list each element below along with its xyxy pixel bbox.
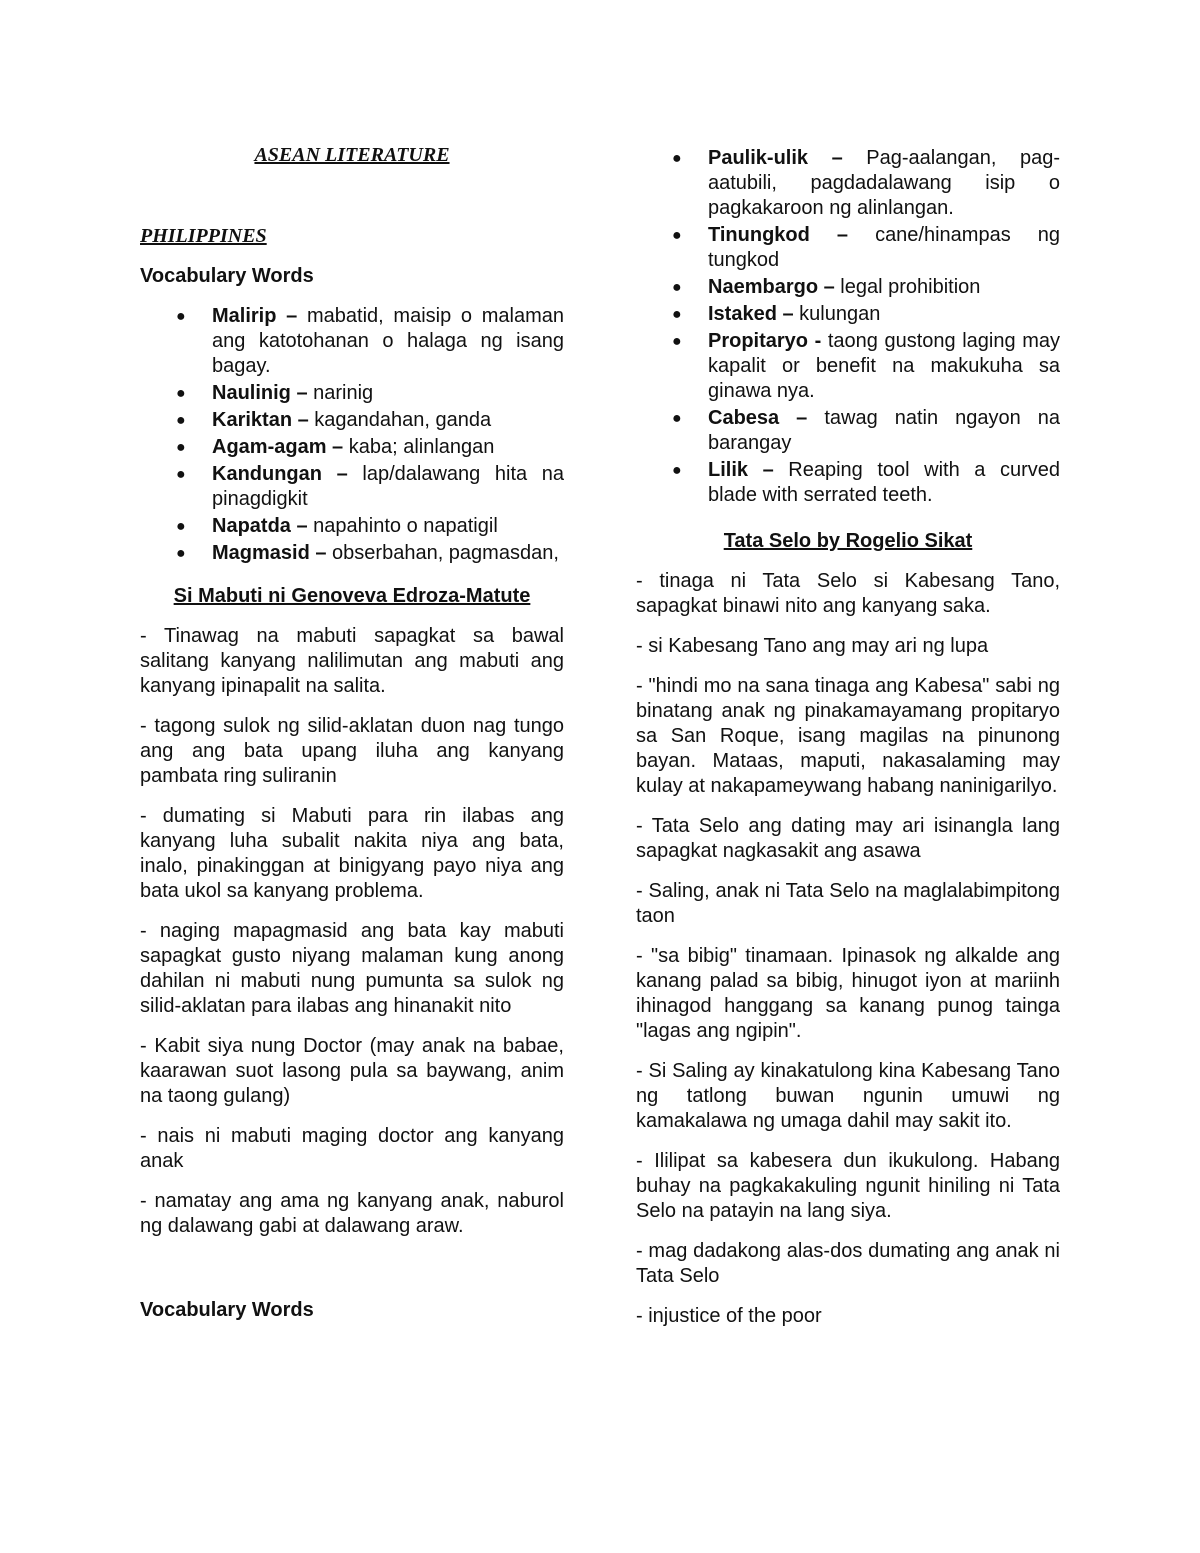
vocabulary-term: Istaked – [708,303,794,325]
vocabulary-definition: kulungan [799,303,881,325]
vocabulary-term: Tinungkod – [708,224,849,246]
story-note: - dumating si Mabuti para rin ilabas ang kanyang luha subalit nakita niya ang bata, inalo, pinakinggan at binigyang payo niya ang bata ukol sa kanyang problema. [140,805,564,902]
bullet-icon: ● [176,412,186,429]
vocabulary-definition: narinig [313,382,374,404]
vocabulary-definition: cane/hinampas ng tungkod [708,224,1060,271]
country-heading: PHILIPPINES [140,225,267,247]
story-note: - "hindi mo na sana tinaga ang Kabesa" sabi ng binatang anak ng pinakamayamang propitaryo sa San Roque, isang magilas na pinunong bayan. Mataas, maputi, nakasalaming may kulay at nakapameywang habang naninigarilyo. [636,675,1060,797]
vocabulary-term: Agam-agam – [212,436,344,458]
bullet-icon: ● [176,385,186,402]
story-title: Si Mabuti ni Genoveva Edroza-Matute [173,585,531,607]
bullet-icon: ● [176,308,186,325]
story-note: - Tinawag na mabuti sapagkat sa bawal salitang kanyang nalilimutan ang mabuti ang kanyang ipinapalit na salita. [140,625,564,697]
left-column [140,140,564,1323]
bullet-icon: ● [176,545,186,562]
vocabulary-term: Naulinig – [212,382,308,404]
vocabulary-definition: Pag-aalangan, pag-aatubili, pagdadalawang isip o pagkakaroon ng alinlangan. [708,147,1060,219]
story-note: - injustice of the poor [636,1305,822,1327]
bullet-icon: ● [672,410,682,427]
vocabulary-term: Kandungan – [212,463,348,485]
vocabulary-definition: kagandahan, ganda [314,409,492,431]
vocabulary-item [636,302,1060,327]
story-note: - Kabit siya nung Doctor (may anak na babae, kaarawan suot lasong pula sa baywang, anim na taong gulang) [140,1035,564,1107]
right-column [636,140,1060,1329]
vocabulary-definition: obserbahan, pagmasdan, [332,542,559,564]
bullet-icon: ● [672,462,682,479]
vocabulary-heading: Vocabulary Words [140,265,314,287]
story-title: Tata Selo by Rogelio Sikat [723,530,973,552]
vocabulary-item [140,541,564,566]
vocabulary-term: Propitaryo - [708,330,822,352]
vocabulary-term: Magmasid – [212,542,327,564]
vocabulary-term: Malirip – [212,305,298,327]
vocabulary-item [636,275,1060,300]
vocabulary-item [636,146,1060,221]
vocabulary-item [636,458,1060,508]
vocabulary-term: Kariktan – [212,409,309,431]
story-note: - Ililipat sa kabesera dun ikukulong. Habang buhay na pagkakakuling ngunit hiniling ni Tata Selo na patayin na lang siya. [636,1150,1060,1222]
bullet-icon: ● [176,518,186,535]
vocabulary-item [140,408,564,433]
story-note: - Tata Selo ang dating may ari isinangla lang sapagkat nagkasakit ang asawa [636,815,1060,862]
vocabulary-definition: lap/dalawang hita na pinagdigkit [212,463,565,510]
story-note: - Saling, anak ni Tata Selo na maglalabimpitong taon [636,880,1060,927]
vocabulary-definition: taong gustong laging may kapalit or benefit na makukuha sa ginawa nya. [708,330,1060,402]
vocabulary-list-2 [636,146,1060,508]
vocabulary-item [140,381,564,406]
vocabulary-term: Cabesa – [708,407,808,429]
vocabulary-list-1 [140,304,564,566]
vocabulary-term: Naembargo – [708,276,835,298]
vocabulary-definition: legal prohibition [840,276,981,298]
vocabulary-heading: Vocabulary Words [140,1299,314,1321]
bullet-icon: ● [672,306,682,323]
story-note: - tagong sulok ng silid-aklatan duon nag tungo ang ang bata upang iluha ang kanyang pambata ring suliranin [140,715,564,787]
story-note: - si Kabesang Tano ang may ari ng lupa [636,635,989,657]
vocabulary-definition: kaba; alinlangan [348,436,495,458]
vocabulary-item [140,462,564,512]
bullet-icon: ● [672,333,682,350]
bullet-icon: ● [176,466,186,483]
bullet-icon: ● [176,439,186,456]
vocabulary-item [636,223,1060,273]
vocabulary-definition: tawag natin ngayon na barangay [708,407,1060,454]
bullet-icon: ● [672,227,682,244]
vocabulary-item [140,514,564,539]
vocabulary-term: Napatda – [212,515,308,537]
document-title: ASEAN LITERATURE [254,144,450,166]
vocabulary-item [140,304,564,379]
story-note: - namatay ang ama ng kanyang anak, naburol ng dalawang gabi at dalawang araw. [140,1190,564,1237]
bullet-icon: ● [672,279,682,296]
vocabulary-term: Lilik – [708,459,774,481]
vocabulary-term: Paulik-ulik – [708,147,843,169]
story-note: - tinaga ni Tata Selo si Kabesang Tano, sapagkat binawi nito ang kanyang saka. [636,570,1060,617]
story-note: - mag dadakong alas-dos dumating ang anak ni Tata Selo [636,1240,1060,1287]
story-note: - naging mapagmasid ang bata kay mabuti sapagkat gusto niyang malaman kung anong dahilan ni mabuti nung pumunta sa sulok ng silid-aklatan para ilabas ang hinanakit nito [140,920,564,1017]
vocabulary-definition: mabatid, maisip o malaman ang katotohanan o halaga ng isang bagay. [212,305,564,377]
bullet-icon: ● [672,150,682,167]
story-note: - Si Saling ay kinakatulong kina Kabesang Tano ng tatlong buwan ngunin umuwi ng kamakalawa ng umaga dahil may sakit ito. [636,1060,1060,1132]
vocabulary-definition: napahinto o napatigil [313,515,498,537]
story-note: - "sa bibig" tinamaan. Ipinasok ng alkalde ang kanang palad sa bibig, hinugot iyon at mariinh ihinagod hanggang sa kanang punog tainga "lagas ang ngipin". [636,945,1060,1042]
story-note: - nais ni mabuti maging doctor ang kanyang anak [140,1125,564,1172]
vocabulary-item [636,329,1060,404]
vocabulary-item [140,435,564,460]
vocabulary-item [636,406,1060,456]
vocabulary-definition: Reaping tool with a curved blade with serrated teeth. [708,459,1060,506]
